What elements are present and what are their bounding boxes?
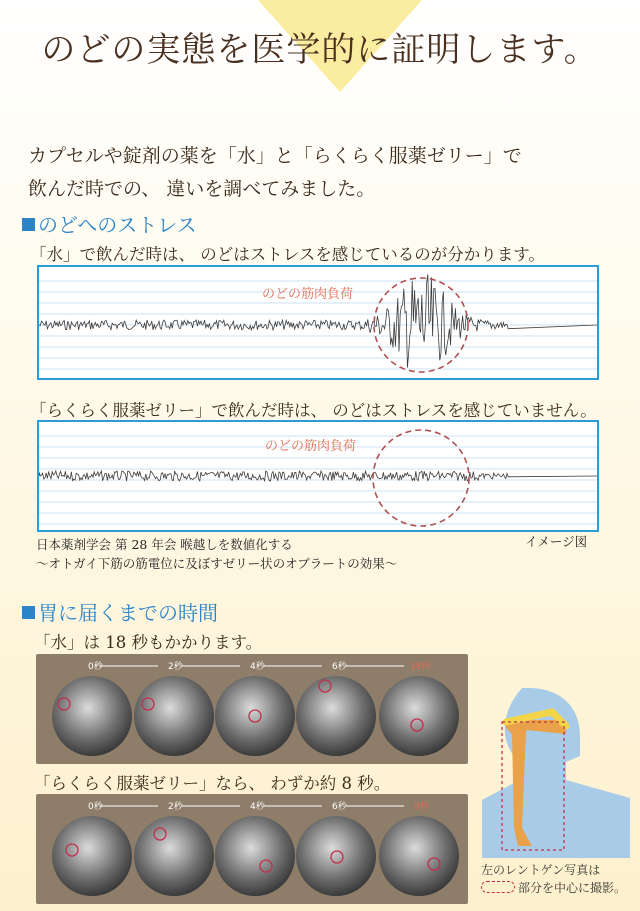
xray-region-note	[481, 861, 626, 897]
xray-frame	[379, 676, 459, 756]
jelly-time-caption: 「らくらく服薬ゼリー」なら、 わずか約 8 秒。	[34, 774, 391, 793]
xray-frame	[52, 816, 132, 896]
timeline-label: 4秒	[250, 802, 265, 812]
xray-strip-jelly	[36, 794, 468, 904]
dashed-region-legend-icon	[481, 881, 515, 893]
water-time-caption: 「水」は 18 秒もかかります。	[34, 633, 263, 652]
emg-panel-water	[37, 265, 599, 380]
xray-frame	[134, 676, 214, 756]
emg-chart-jelly	[39, 422, 597, 530]
xray-frame	[296, 676, 376, 756]
timeline-label: 2秒	[168, 662, 183, 672]
xray-sequence-water	[36, 654, 468, 764]
source-line-1: 日本薬剤学会 第 28 年会 喉越しを数値化する	[36, 537, 293, 552]
xray-note-line-2: 部分を中心に撮影。	[481, 879, 626, 897]
xray-frame	[215, 816, 295, 896]
intro-line-1: カプセルや錠剤の薬を「水」と「らくらく服薬ゼリー」で	[28, 145, 522, 167]
xray-sequence-jelly	[36, 794, 468, 904]
section-heading-stress: のどへのストレス	[22, 209, 197, 238]
timeline-label: 2秒	[168, 802, 183, 812]
anatomy-illustration	[482, 688, 630, 858]
timeline-label: 0秒	[88, 802, 103, 812]
xray-frame	[296, 816, 376, 896]
emg-chart-water	[39, 267, 597, 378]
xray-strip-water	[36, 654, 468, 764]
square-bullet-icon	[22, 218, 35, 231]
timeline-label: 6秒	[332, 662, 347, 672]
jelly-stress-caption: 「らくらく服薬ゼリー」で飲んだ時は、 のどはストレスを感じていません。	[30, 401, 597, 420]
intro-text	[28, 140, 522, 206]
intro-line-2: 飲んだ時での、 違いを調べてみました。	[28, 178, 376, 200]
section-heading-stomach: 胃に届くまでの時間	[22, 597, 218, 626]
timeline-label: 6秒	[332, 802, 347, 812]
xray-frame	[134, 816, 214, 896]
muscle-load-label: のどの筋肉負荷	[265, 439, 357, 454]
muscle-load-label: のどの筋肉負荷	[262, 287, 354, 302]
xray-note-line-1: 左のレントゲン写真は	[481, 863, 601, 877]
image-note: イメージ図	[525, 534, 588, 549]
xray-frame	[215, 676, 295, 756]
source-citation	[36, 535, 397, 573]
water-stress-caption: 「水」で飲んだ時は、 のどはストレスを感じているのが分かります。	[30, 245, 545, 264]
timeline-label: 4秒	[250, 662, 265, 672]
timeline-label: 0秒	[88, 662, 103, 672]
source-line-2: 〜オトガイ下筋の筋電位に及ぼすゼリー状のオブラートの効果〜	[36, 556, 398, 571]
page-title: のどの実態を医学的に証明します。	[41, 30, 599, 70]
timeline-label: 18秒	[410, 662, 431, 672]
xray-frame	[52, 676, 132, 756]
throat-diagram	[482, 688, 630, 858]
timeline-label: 8秒	[414, 802, 429, 812]
emg-panel-jelly	[37, 420, 599, 532]
square-bullet-icon	[22, 606, 35, 619]
xray-frame	[379, 816, 459, 896]
emg-waveform-jelly	[39, 471, 597, 481]
